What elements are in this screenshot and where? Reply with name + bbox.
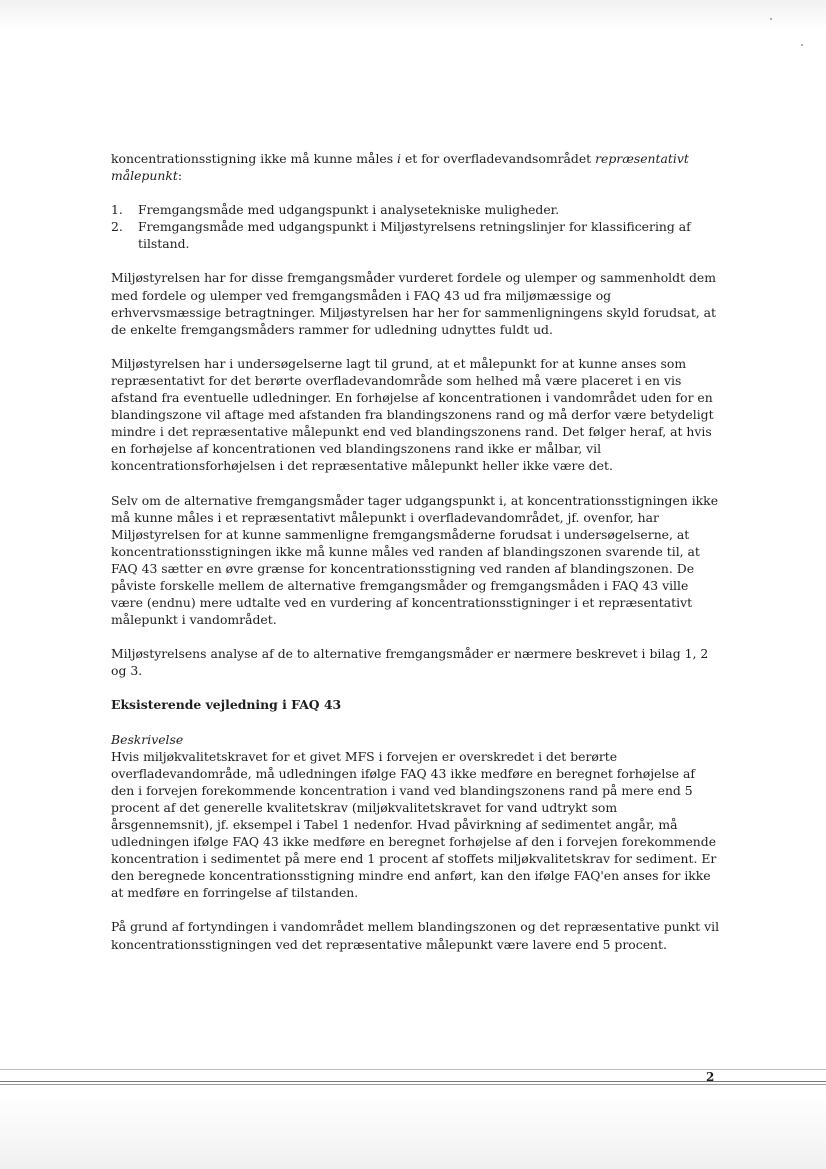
list-number: 1. <box>111 202 123 218</box>
list-number: 2. <box>111 219 123 235</box>
footer-rule <box>0 1069 826 1070</box>
paragraph: Miljøstyrelsen har for disse fremgangsmåder vurderet fordele og ulemper og sammenholdt dem med fordele og ulemper ved fremgangsmåden i FAQ 43 ud fra miljømæssige og erhvervsmæssige betragtninger. Miljøstyrelsen har her for sammenligningens skyld forudsat, at de enkelte fremgangsmåders rammer for udledning udnyttes fuldt ud. <box>111 270 717 337</box>
method-list <box>111 201 721 252</box>
subheading: Beskrivelse <box>111 731 184 747</box>
section-heading: Eksisterende vejledning i FAQ 43 <box>111 697 342 713</box>
intro-text: et for overfladevandsområdet <box>401 151 596 166</box>
paragraph: Selv om de alternative fremgangsmåder tager udgangspunkt i, at koncentrationsstigningen ikke må kunne måles i et repræsentativt målepunkt i overfladevandområdet, jf. ovenfor, har Miljøstyrelsen for at kunne sammenligne fremgangsmåderne forudsat i undersøgelserne, at koncentrationsstigningen ikke må kunne måles ved randen af blandingszonen svarende til, at FAQ 43 sætter en øvre grænse for koncentrationsstigning ved randen af blandingszonen. De påviste forskelle mellem de alternative fremgangsmåder og fremgangsmåden i FAQ 43 ville være (endnu) mere udtalte ved en vurdering af koncentrationsstigninger i et repræsentativt målepunkt i vandområdet. <box>111 492 719 628</box>
list-text: Fremgangsmåde med udgangspunkt i Miljøstyrelsens retningslinjer for klassificering af tilstand. <box>138 219 691 252</box>
scan-speck <box>770 18 772 20</box>
section-paragraph <box>111 731 721 902</box>
list-text: Fremgangsmåde med udgangspunkt i analysetekniske muligheder. <box>138 202 560 218</box>
document-body <box>111 150 721 970</box>
intro-italic: repræsentativt målepunkt <box>111 151 689 184</box>
scan-shadow-bottom <box>0 1092 826 1169</box>
list-item <box>111 201 721 218</box>
paragraph: Miljøstyrelsen har i undersøgelserne lagt til grund, at et målepunkt for at kunne anses som repræsentativt for det berørte overfladevandområde som helhed må være placeret i en vis afstand fra eventuelle udledninger. En forhøjelse af koncentrationen i vandområdet uden for en blandingszone vil aftage med afstanden fra blandingszonens rand og må derfor være betydeligt mindre i det repræsentative målepunkt end ved blandingszonens rand. Det følger heraf, at hvis en forhøjelse af koncentrationen ved blandingszonens rand ikke er målbar, vil koncentrationsforhøjelsen i det repræsentative målepunkt heller ikke være det. <box>111 355 714 474</box>
footer-rule <box>0 1081 826 1082</box>
footer-rules <box>0 1069 826 1089</box>
section-paragraph-text: Hvis miljøkvalitetskravet for et givet MFS i forvejen er overskredet i det berørte overfladevandområde, må udledningen ifølge FAQ 43 ikke medføre en beregnet forhøjelse af den i forvejen forekommende koncentration i vand ved blandingszonens rand på mere end 5 procent af det generelle kvalitetskrav (miljøkvalitetskravet for vand udtrykt som årsgennemsnit), jf. eksempel i Tabel 1 nedenfor. Hvad påvirkning af sedimentet angår, må udledningen ifølge FAQ 43 ikke medføre en beregnet forhøjelse af den i forvejen forekommende koncentration i sedimentet på mere end 1 procent af stoffets miljøkvalitetskrav for sediment. Er den beregnede koncentrationsstigning mindre end anført, kan den ifølge FAQ'en anses for ikke at medføre en forringelse af tilstanden. <box>111 748 717 901</box>
paragraph: Miljøstyrelsens analyse af de to alternative fremgangsmåder er nærmere beskrevet i bilag 1, 2 og 3. <box>111 646 709 679</box>
footer-rule <box>0 1084 826 1085</box>
page-number: 2 <box>706 1070 715 1084</box>
section-paragraph: På grund af fortyndingen i vandområdet mellem blandingszonen og det repræsentative punkt vil koncentrationsstigningen ved det repræsentative målepunkt være lavere end 5 procent. <box>111 919 720 952</box>
intro-text: koncentrationsstigning ikke må kunne måles <box>111 151 398 166</box>
scan-speck <box>801 44 803 46</box>
intro-text: : <box>177 168 182 184</box>
scan-shadow-top <box>0 0 826 30</box>
intro-fragment <box>111 150 721 184</box>
list-item <box>111 218 721 252</box>
intro-italic: i <box>397 151 402 166</box>
